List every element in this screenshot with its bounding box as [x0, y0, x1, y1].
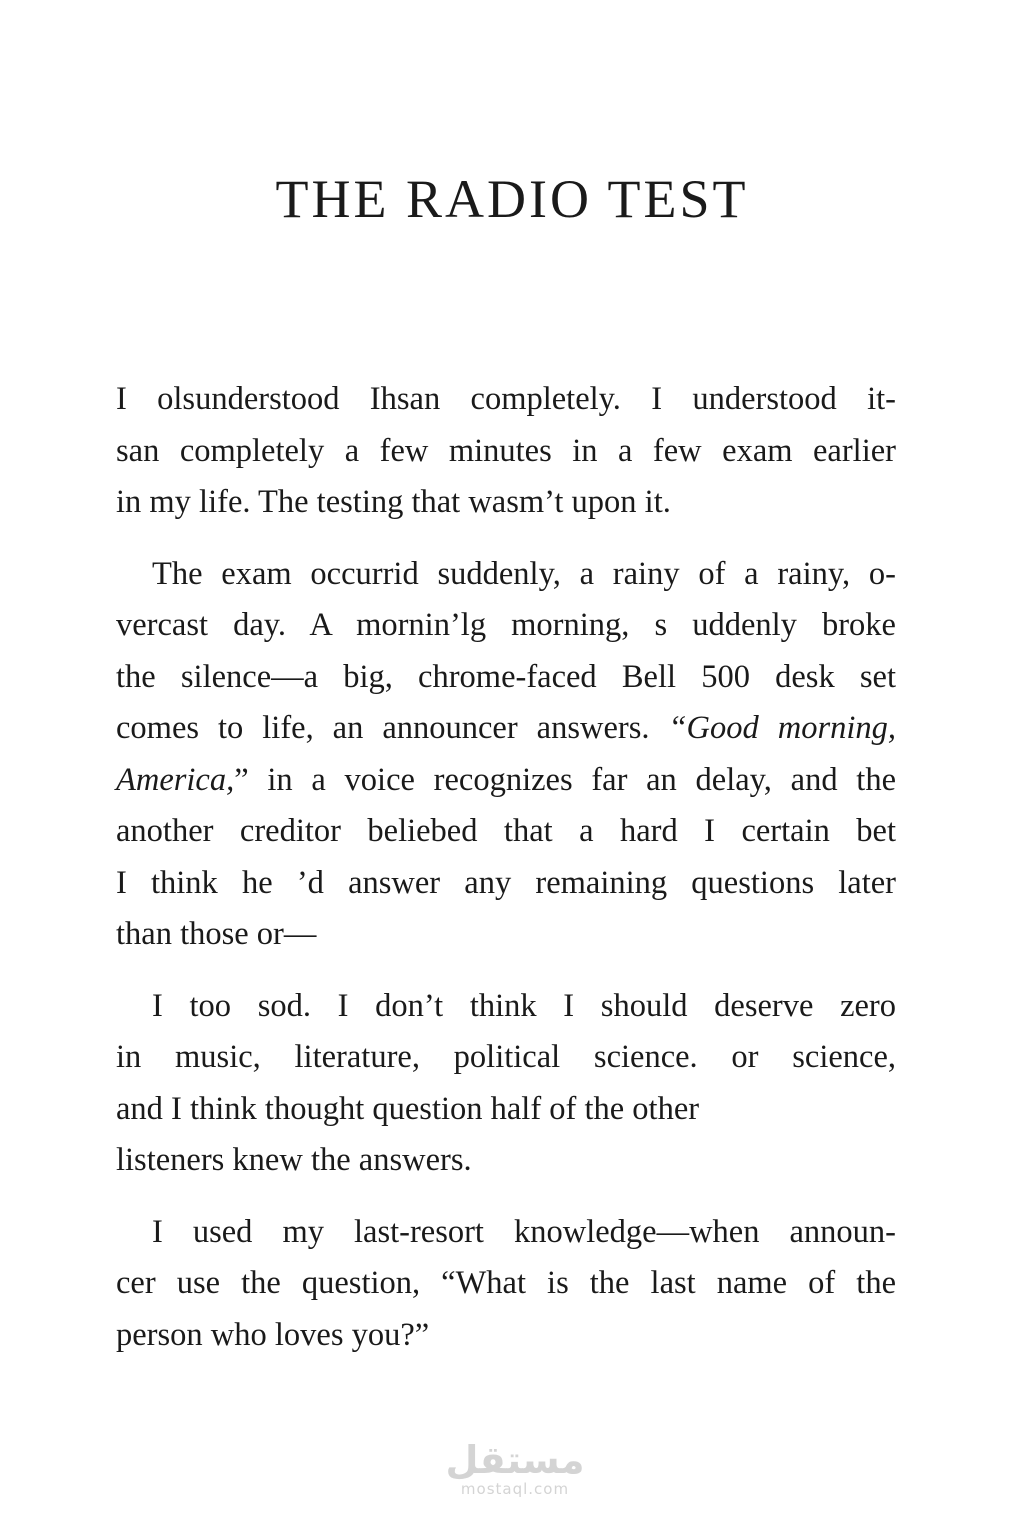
text-segment: ” in a voice recognizes far an delay, and the — [234, 761, 896, 798]
italic-greeting: “Good morning, — [668, 710, 896, 746]
text-line: in my life. The testing that wasm’t upon it. — [116, 484, 671, 520]
text-line: I olsunderstood Ihsan completely. I understood it- — [116, 381, 896, 417]
text-line: and I think thought question half of the other — [116, 1090, 700, 1127]
text-line-mixed — [116, 703, 896, 755]
text-line: cer use the question, “What is the last name of the — [116, 1265, 896, 1301]
paragraph-gap — [116, 1187, 896, 1207]
paragraph-3 — [116, 981, 896, 1187]
text-segment: comes to life, an announcer answers. — [116, 710, 669, 746]
text-line: than those or— — [116, 916, 317, 952]
italic-america: America, — [116, 761, 235, 798]
text-line: listeners knew the answers. — [116, 1142, 472, 1178]
watermark-site-text: mostaql.com — [460, 1480, 570, 1498]
text-line: The exam occurrid suddenly, a rainy of a rainy, o- — [152, 555, 896, 592]
watermark-arabic-text: مستقل — [445, 1438, 585, 1482]
body-text — [116, 374, 896, 1361]
text-line: I too sod. I don’t think I should deserve zero — [152, 987, 896, 1024]
paragraph-gap — [116, 961, 896, 981]
text-line: the silence—a big, chrome-faced Bell 500 desk set — [116, 658, 896, 695]
text-line: I think he ’d answer any remaining questions later — [116, 864, 896, 901]
text-line: vercast day. A mornin’lg morning, s uddenly broke — [116, 607, 896, 643]
text-line: san completely a few minutes in a few exam earlier — [116, 432, 896, 469]
text-line: person who loves you?” — [116, 1316, 430, 1353]
page-title: THE RADIO TEST — [275, 169, 749, 229]
text-line: in music, literature, political science. or science, — [116, 1039, 896, 1075]
text-line: I used my last-resort knowledge—when announ- — [152, 1213, 896, 1250]
watermark-logo — [440, 1440, 590, 1498]
text-line-mixed — [116, 755, 896, 807]
paragraph-2 — [116, 549, 896, 961]
text-line: another creditor beliebed that a hard I certain bet — [116, 813, 896, 849]
paragraph-gap — [116, 529, 896, 549]
paragraph-1 — [116, 374, 896, 529]
paragraph-4 — [116, 1207, 896, 1362]
